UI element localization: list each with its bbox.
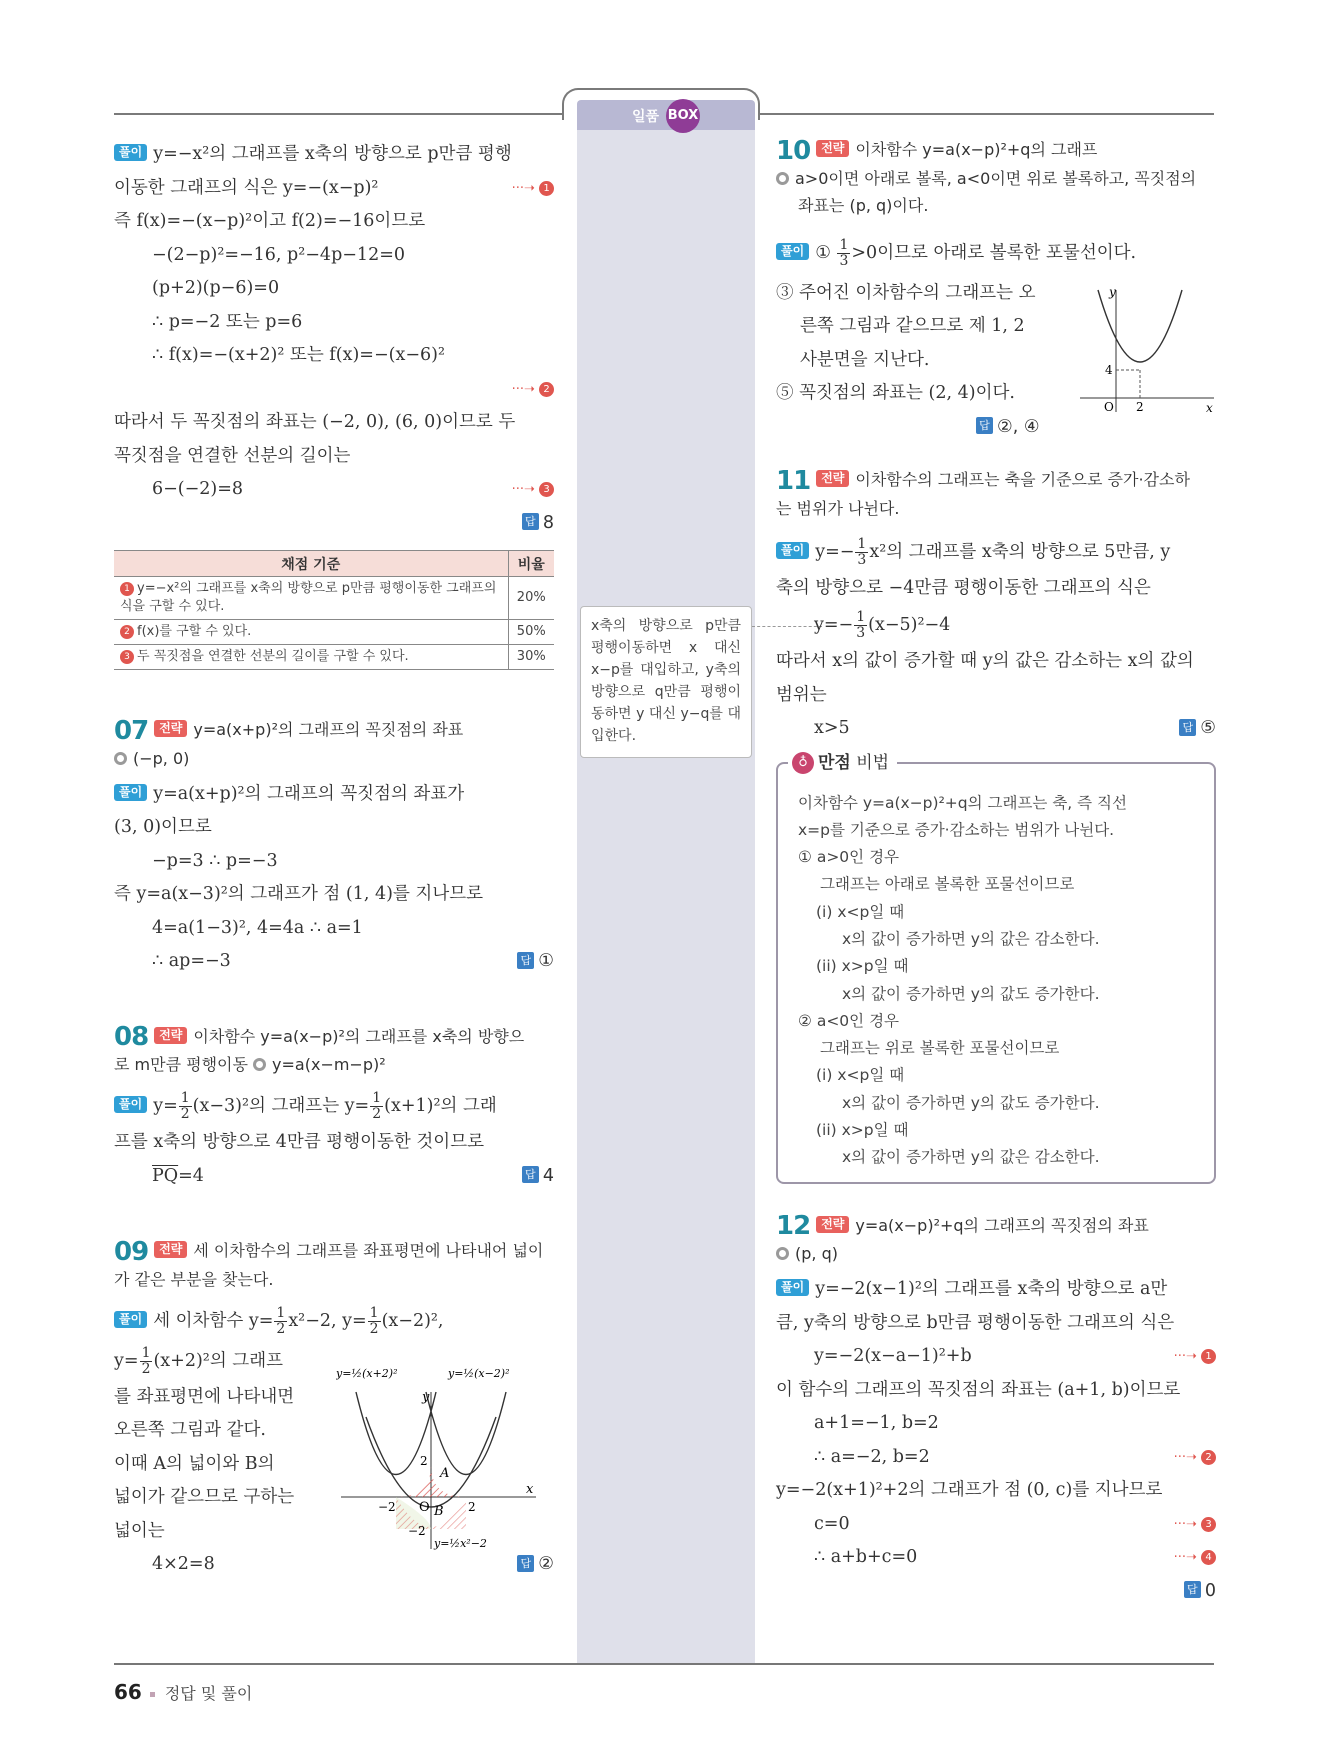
origin-label: O bbox=[1104, 400, 1114, 414]
tip-line: x의 값이 증가하면 y의 값도 증가한다. bbox=[842, 984, 1100, 1003]
grading-header-criteria: 채점 기준 bbox=[114, 551, 508, 577]
tip-line: (i) x<p일 때 bbox=[816, 902, 905, 921]
hint-circle-icon bbox=[776, 1247, 789, 1260]
region-b-label: B bbox=[434, 1504, 444, 1519]
axis-y-label: y bbox=[422, 1390, 430, 1405]
question-09 bbox=[114, 1237, 554, 1582]
tip-box bbox=[776, 752, 1216, 1184]
question-11 bbox=[776, 466, 1216, 1184]
question-10 bbox=[776, 136, 1216, 444]
text: ⑤ 꼭짓점의 좌표는 (2, 4)이다. bbox=[776, 383, 1015, 403]
text: 따라서 두 꼭짓점의 좌표는 (−2, 0), (6, 0)이므로 두 bbox=[114, 412, 516, 432]
parabola-graph-q10 bbox=[1080, 284, 1216, 414]
answer-value: 4 bbox=[542, 1165, 554, 1186]
segment-pq: $\overline{PQ}$ bbox=[152, 1165, 179, 1186]
tip-line: 이차함수 y=a(x−p)²+q의 그래프는 축, 즉 직선 bbox=[798, 793, 1128, 812]
text: y=− bbox=[815, 541, 855, 562]
grading-header-ratio: 비율 bbox=[508, 551, 554, 577]
question-12 bbox=[776, 1212, 1216, 1609]
row-number: 2 bbox=[120, 625, 134, 639]
answer-value: 0 bbox=[1204, 1580, 1216, 1601]
step-arrow: ···➝ bbox=[1173, 1349, 1197, 1365]
header-rule-right bbox=[758, 113, 1214, 115]
text: ① bbox=[815, 242, 831, 263]
text: 를 좌표평면에 나타내면 bbox=[114, 1386, 295, 1407]
text: 이동한 그래프의 식은 y=−(x−p)² bbox=[114, 177, 379, 198]
question-title: 이차함수 y=a(x−p)²의 그래프를 x축의 방향으 bbox=[193, 1026, 525, 1046]
text: 큼, y축의 방향으로 b만큼 평행이동한 그래프의 식은 bbox=[776, 1312, 1175, 1333]
axis-y-label: y bbox=[1109, 285, 1116, 299]
sol-tag: 풀이 bbox=[114, 784, 147, 801]
tick-2-x: 2 bbox=[468, 1500, 476, 1514]
text: 6−(−2)=8 bbox=[152, 479, 244, 499]
row-number: 1 bbox=[120, 582, 134, 596]
strategy-tag: 전략 bbox=[816, 470, 849, 487]
text: x²−2, y= bbox=[288, 1310, 367, 1331]
question-title: 이차함수 y=a(x−p)²+q의 그래프 bbox=[855, 140, 1098, 159]
right-column bbox=[776, 136, 1216, 1608]
axis-x-label: x bbox=[526, 1482, 534, 1497]
tip-title-light: 비법 bbox=[850, 752, 890, 773]
fraction: $\frac{1}{2}$ bbox=[372, 1090, 382, 1122]
step-marker-2: ···➝ 2 bbox=[512, 373, 554, 407]
tip-line: (i) x<p일 때 bbox=[816, 1066, 905, 1085]
question-07 bbox=[114, 716, 554, 979]
tip-line: x의 값이 증가하면 y의 값은 감소한다. bbox=[842, 1148, 1100, 1167]
region-a-label: A bbox=[440, 1466, 450, 1481]
hint-text: a>0이면 아래로 볼록, a<0이면 위로 볼록하고, 꼭짓점의 bbox=[795, 168, 1197, 188]
fraction: $\frac{1}{3}$ bbox=[839, 236, 849, 269]
question-number: 12 bbox=[776, 1211, 811, 1242]
step-arrow: ···➝ bbox=[511, 180, 535, 196]
fraction: $\frac{1}{2}$ bbox=[276, 1304, 286, 1337]
answer bbox=[522, 513, 554, 533]
strategy-tag: 전략 bbox=[154, 1027, 187, 1044]
side-note-text: x축의 방향으로 p만큼 평행이동하면 x 대신 x−p를 대입하고, y축의 방향으로 q만큼 평행이동하면 y 대신 y−q를 대입한다. bbox=[591, 618, 741, 744]
left-column bbox=[114, 138, 554, 1582]
graph-label-bottom: y=½x²−2 bbox=[434, 1537, 487, 1550]
sol-tag: 풀이 bbox=[776, 542, 809, 559]
text: (x+1)²의 그래 bbox=[384, 1096, 497, 1116]
strategy-tag: 전략 bbox=[816, 1216, 849, 1233]
question-number: 11 bbox=[776, 465, 811, 496]
question-number: 09 bbox=[114, 1236, 149, 1267]
hint-text: (p, q) bbox=[795, 1244, 838, 1264]
text: (p+2)(p−6)=0 bbox=[152, 278, 280, 298]
step-marker-1: ···➝ 1 bbox=[512, 172, 554, 206]
middle-column bbox=[577, 115, 755, 1663]
table-row bbox=[114, 577, 554, 620]
footer bbox=[114, 1680, 252, 1704]
text: 사분면을 지난다. bbox=[800, 349, 930, 370]
sol-tag: 풀이 bbox=[114, 1096, 147, 1113]
step-marker-3: ···➝ 3 bbox=[512, 473, 554, 507]
question-title: y=a(x+p)²의 그래프의 꼭짓점의 좌표 bbox=[193, 720, 464, 739]
answer-icon: 답 bbox=[1179, 719, 1196, 736]
question-number: 10 bbox=[776, 135, 811, 166]
text: 따라서 x의 값이 증가할 때 y의 값은 감소하는 x의 값의 bbox=[776, 651, 1194, 671]
tip-line: (ii) x>p일 때 bbox=[816, 1121, 909, 1140]
text: ∴ a+b+c=0 bbox=[814, 1547, 918, 1568]
text: 넓이가 같으므로 구하는 bbox=[114, 1487, 295, 1507]
criteria-text: y=−x²의 그래프를 x축의 방향으로 p만큼 평행이동한 그래프의 식을 구할 수 있다. bbox=[120, 581, 497, 614]
answer-value: ②, ④ bbox=[997, 416, 1040, 437]
text: >0이므로 아래로 볼록한 포물선이다. bbox=[851, 242, 1137, 263]
fraction: $\frac{1}{3}$ bbox=[857, 535, 867, 568]
text: ∴ a=−2, b=2 bbox=[814, 1446, 930, 1467]
strategy-tag: 전략 bbox=[154, 720, 187, 737]
ratio: 30% bbox=[508, 645, 554, 670]
criteria-text: 두 꼭짓점을 연결한 선분의 길이를 구할 수 있다. bbox=[137, 649, 409, 664]
answer bbox=[976, 417, 1040, 437]
fraction: $\frac{1}{2}$ bbox=[141, 1344, 151, 1377]
grading-table bbox=[114, 550, 554, 670]
question-number: 07 bbox=[114, 715, 149, 746]
answer-icon: 답 bbox=[976, 417, 993, 434]
tip-line: 그래프는 위로 볼록한 포물선이므로 bbox=[820, 1039, 1060, 1058]
row-number: 3 bbox=[120, 650, 134, 664]
sol-tag: 풀이 bbox=[776, 1279, 809, 1296]
answer-value: ⑤ bbox=[1200, 718, 1216, 738]
tip-line: ① a>0인 경우 bbox=[798, 848, 900, 867]
answer-value: ① bbox=[538, 951, 554, 971]
text: −(2−p)²=−16, p²−4p−12=0 bbox=[152, 244, 405, 265]
question-title: 세 이차함수의 그래프를 좌표평면에 나타내어 넓이 bbox=[193, 1241, 544, 1260]
answer-icon: 답 bbox=[522, 1166, 539, 1183]
text: 넓이는 bbox=[114, 1520, 165, 1541]
sol-tag: 풀이 bbox=[114, 1311, 147, 1328]
strategy-tag: 전략 bbox=[816, 140, 849, 157]
fraction: $\frac{1}{2}$ bbox=[369, 1304, 379, 1337]
tip-line: x의 값이 증가하면 y의 값은 감소한다. bbox=[842, 929, 1100, 948]
tip-line: x=p를 기준으로 증가·감소하는 범위가 나뉜다. bbox=[798, 820, 1115, 839]
hint-text: (−p, 0) bbox=[133, 748, 190, 768]
tip-title-bold: 만점 bbox=[818, 752, 851, 773]
graph-label-left: y=½(x+2)² bbox=[336, 1367, 398, 1380]
sol-tag: 풀이 bbox=[776, 243, 809, 260]
text: (3, 0)이므로 bbox=[114, 817, 212, 837]
step-marker-2: ···➝ 2 bbox=[1174, 1441, 1216, 1475]
text: 세 이차함수 y= bbox=[153, 1310, 274, 1331]
text: 오른쪽 그림과 같다. bbox=[114, 1420, 266, 1440]
tip-line: ② a<0인 경우 bbox=[798, 1011, 900, 1030]
text: y=−x²의 그래프를 x축의 방향으로 p만큼 평행 bbox=[153, 144, 512, 164]
answer bbox=[1179, 712, 1216, 746]
side-note-box bbox=[580, 606, 752, 758]
answer bbox=[1184, 1581, 1216, 1601]
text: (x−2)², bbox=[381, 1310, 444, 1331]
solution-06 bbox=[114, 138, 554, 540]
step-marker-3: ···➝ 3 bbox=[1174, 1508, 1216, 1542]
tip-line: x의 값이 증가하면 y의 값도 증가한다. bbox=[842, 1093, 1100, 1112]
text: 이때 A의 넓이와 B의 bbox=[114, 1453, 275, 1474]
text: y=−2(x−1)²의 그래프를 x축의 방향으로 a만 bbox=[815, 1279, 1168, 1300]
step-arrow: ···➝ bbox=[1173, 1516, 1197, 1532]
footer-title: 정답 및 풀이 bbox=[164, 1684, 253, 1703]
table-row bbox=[114, 645, 554, 670]
text: x>5 bbox=[814, 718, 850, 738]
question-08 bbox=[114, 1023, 554, 1194]
answer-icon: 답 bbox=[517, 952, 534, 969]
step-arrow: ···➝ bbox=[511, 381, 535, 397]
step-marker-1: ···➝ 1 bbox=[1174, 1340, 1216, 1374]
hint-text: 좌표는 (p, q)이다. bbox=[798, 195, 929, 215]
text: 축의 방향으로 −4만큼 평행이동한 그래프의 식은 bbox=[776, 577, 1151, 598]
tick-4-y: 4 bbox=[1105, 363, 1113, 377]
text: c=0 bbox=[814, 1513, 850, 1534]
hint-text: y=a(x−m−p)² bbox=[272, 1055, 386, 1074]
tick-neg2-x: −2 bbox=[378, 1500, 396, 1514]
step-marker-4: ···➝ 4 bbox=[1174, 1541, 1216, 1575]
sol-tag: 풀이 bbox=[114, 144, 147, 161]
hint-circle-icon bbox=[253, 1058, 266, 1071]
answer bbox=[522, 1160, 554, 1194]
origin-label: O bbox=[419, 1500, 430, 1515]
page-number: 66 bbox=[114, 1680, 142, 1704]
answer-value: 8 bbox=[542, 512, 554, 533]
criteria-text: f(x)를 구할 수 있다. bbox=[137, 624, 252, 639]
text: ∴ p=−2 또는 p=6 bbox=[152, 311, 303, 332]
text: (x+2)²의 그래프 bbox=[153, 1350, 284, 1371]
text: a+1=−1, b=2 bbox=[814, 1413, 939, 1434]
hint-circle-icon bbox=[114, 752, 127, 765]
lightbulb-icon: ♁ bbox=[792, 752, 814, 774]
ratio: 20% bbox=[508, 577, 554, 620]
parabolas-graph bbox=[336, 1357, 558, 1557]
tip-line: (ii) x>p일 때 bbox=[816, 957, 909, 976]
text: 꼭짓점을 연결한 선분의 길이는 bbox=[114, 445, 351, 466]
tab-header bbox=[577, 100, 755, 130]
tick-neg2-y: −2 bbox=[408, 1524, 426, 1538]
text: y= bbox=[153, 1096, 178, 1116]
axis-x-label: x bbox=[1206, 401, 1213, 414]
question-title-cont: 는 범위가 나뉜다. bbox=[776, 498, 900, 518]
graph-label-right: y=½(x−2)² bbox=[448, 1367, 510, 1380]
text: =4 bbox=[178, 1165, 204, 1186]
text: 른쪽 그림과 같으므로 제 1, 2 bbox=[800, 316, 1025, 336]
hint-circle-icon bbox=[776, 172, 789, 185]
text: ∴ ap=−3 bbox=[152, 951, 231, 971]
answer-icon: 답 bbox=[522, 513, 539, 530]
answer-icon: 답 bbox=[1184, 1581, 1201, 1598]
question-title: 이차함수의 그래프는 축을 기준으로 증가·감소하 bbox=[855, 470, 1190, 489]
fraction: $\frac{1}{3}$ bbox=[856, 609, 866, 641]
step-arrow: ···➝ bbox=[511, 482, 535, 497]
ratio: 50% bbox=[508, 620, 554, 645]
tick-2-y: 2 bbox=[420, 1454, 428, 1468]
text: y=− bbox=[814, 615, 854, 635]
strategy-tag: 전략 bbox=[154, 1241, 187, 1258]
text: (x−3)²의 그래프는 y= bbox=[192, 1096, 370, 1116]
text: 즉 f(x)=−(x−p)²이고 f(2)=−16이므로 bbox=[114, 211, 426, 231]
step-arrow: ···➝ bbox=[1173, 1550, 1197, 1566]
footer-square-icon bbox=[150, 1692, 155, 1697]
text: y=−2(x−a−1)²+b bbox=[814, 1346, 972, 1367]
text: 프를 x축의 방향으로 4만큼 평행이동한 것이므로 bbox=[114, 1132, 485, 1152]
text: y= bbox=[114, 1350, 139, 1371]
text: ③ 주어진 이차함수의 그래프는 오 bbox=[776, 282, 1036, 303]
table-row bbox=[114, 620, 554, 645]
fraction: $\frac{1}{2}$ bbox=[180, 1090, 190, 1122]
text: 4=a(1−3)², 4=4a ∴ a=1 bbox=[152, 917, 363, 938]
text: 이 함수의 그래프의 꼭짓점의 좌표는 (a+1, b)이므로 bbox=[776, 1379, 1181, 1400]
text: y=a(x+p)²의 그래프의 꼭짓점의 좌표가 bbox=[153, 783, 465, 804]
question-title-cont: 로 m만큼 평행이동 bbox=[114, 1055, 248, 1074]
text: y=−2(x+1)²+2의 그래프가 점 (0, c)를 지나므로 bbox=[776, 1480, 1163, 1501]
answer-value: ② bbox=[538, 1554, 554, 1574]
step-arrow: ···➝ bbox=[1173, 1449, 1197, 1465]
question-title-cont: 가 같은 부분을 찾는다. bbox=[114, 1269, 274, 1289]
footer-rule bbox=[114, 1663, 1214, 1665]
text: 4×2=8 bbox=[152, 1554, 215, 1574]
tick-2-x: 2 bbox=[1136, 400, 1144, 414]
text: 즉 y=a(x−3)²의 그래프가 점 (1, 4)를 지나므로 bbox=[114, 884, 484, 904]
tab-box-badge: BOX bbox=[666, 99, 700, 133]
text: −p=3 ∴ p=−3 bbox=[152, 850, 278, 871]
text: ∴ f(x)=−(x+2)² 또는 f(x)=−(x−6)² bbox=[152, 345, 445, 365]
question-number: 08 bbox=[114, 1022, 149, 1052]
answer-icon: 답 bbox=[517, 1555, 534, 1572]
tip-line: 그래프는 아래로 볼록한 포물선이므로 bbox=[820, 875, 1075, 894]
text: x²의 그래프를 x축의 방향으로 5만큼, y bbox=[869, 541, 1171, 562]
tab-label: 일품 bbox=[632, 109, 660, 125]
answer bbox=[517, 945, 554, 979]
text: (x−5)²−4 bbox=[868, 615, 951, 635]
header-rule-left bbox=[114, 113, 564, 115]
text: 범위는 bbox=[776, 684, 827, 705]
question-title: y=a(x−p)²+q의 그래프의 꼭짓점의 좌표 bbox=[855, 1215, 1149, 1235]
tip-title bbox=[788, 750, 897, 777]
